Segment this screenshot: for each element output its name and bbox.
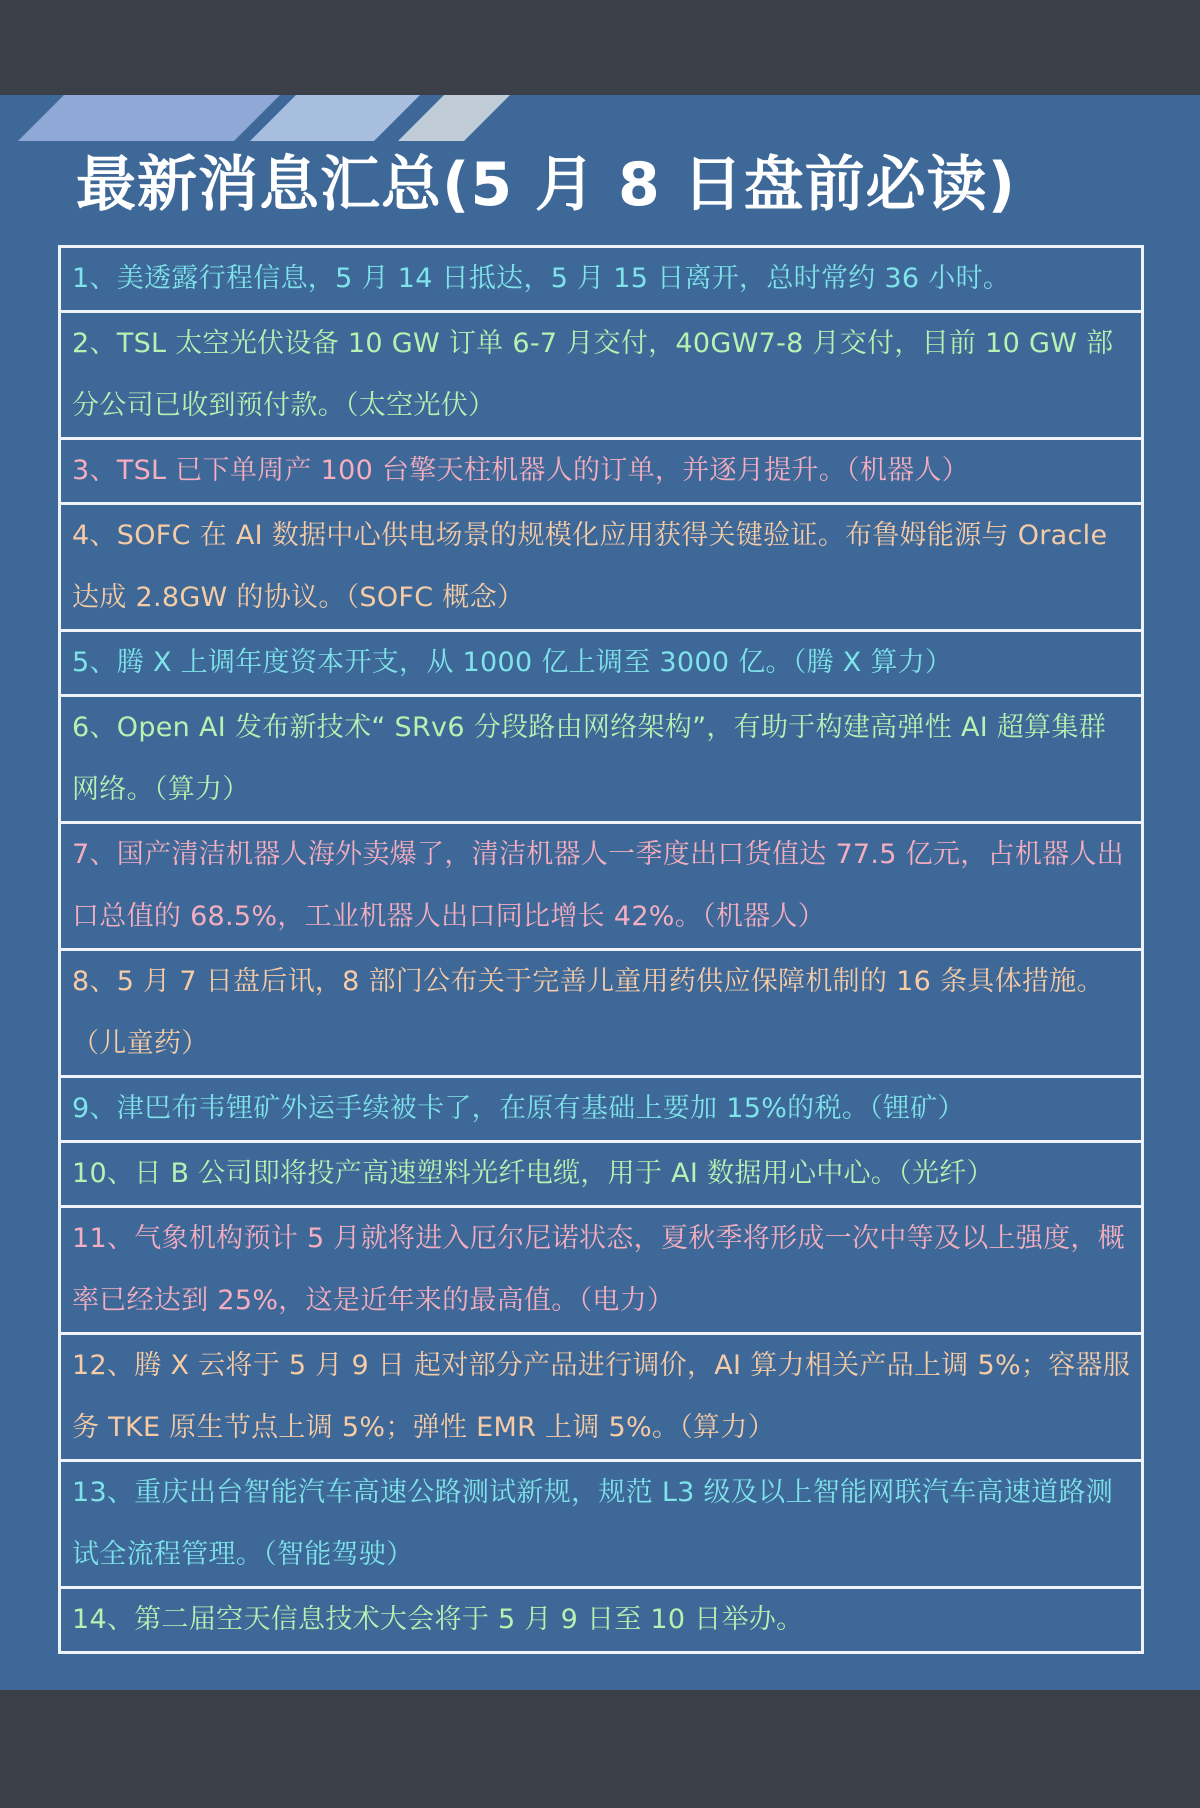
top-bar: [0, 0, 1200, 95]
news-poster: [0, 95, 1200, 1690]
news-item-12: 12、腾 X 云将于 5 月 9 日 起对部分产品进行调价，AI 算力相关产品上调 5%；容器服务 TKE 原生节点上调 5%；弹性 EMR 上调 5%。（算力）: [61, 1335, 1141, 1462]
news-item-10: 10、日 B 公司即将投产高速塑料光纤电缆，用于 AI 数据用心中心。（光纤）: [61, 1143, 1141, 1208]
news-item-13: 13、重庆出台智能汽车高速公路测试新规，规范 L3 级及以上智能网联汽车高速道路测试全流程管理。（智能驾驶）: [61, 1462, 1141, 1589]
news-list: [58, 245, 1144, 1654]
news-item-8: 8、5 月 7 日盘后讯，8 部门公布关于完善儿童用药供应保障机制的 16 条具体措施。（儿童药）: [61, 951, 1141, 1078]
news-item-14: 14、第二届空天信息技术大会将于 5 月 9 日至 10 日举办。: [72, 1604, 804, 1635]
bottom-bar: [0, 1690, 1200, 1808]
news-item-7: 7、国产清洁机器人海外卖爆了，清洁机器人一季度出口货值达 77.5 亿元，占机器人出口总值的 68.5%，工业机器人出口同比增长 42%。（机器人）: [61, 824, 1141, 951]
news-item-9: 9、津巴布韦锂矿外运手续被卡了，在原有基础上要加 15%的税。（锂矿）: [61, 1078, 1141, 1143]
news-item-4: 4、SOFC 在 AI 数据中心供电场景的规模化应用获得关键验证。布鲁姆能源与 Oracle 达成 2.8GW 的协议。（SOFC 概念）: [61, 505, 1141, 632]
news-item-6: 6、Open AI 发布新技术“ SRv6 分段路由网络架构”，有助于构建高弹性 AI 超算集群网络。（算力）: [61, 697, 1141, 824]
news-item-5: 5、腾 X 上调年度资本开支，从 1000 亿上调至 3000 亿。（腾 X 算力）: [61, 632, 1141, 697]
page-title: 最新消息汇总(5 月 8 日盘前必读): [76, 150, 1017, 220]
news-item-1: 1、美透露行程信息，5 月 14 日抵达，5 月 15 日离开，总时常约 36 小时。: [61, 248, 1141, 313]
news-item-2: 2、TSL 太空光伏设备 10 GW 订单 6-7 月交付，40GW7-8 月交付，目前 10 GW 部分公司已收到预付款。（太空光伏）: [61, 313, 1141, 440]
news-item-3: 3、TSL 已下单周产 100 台擎天柱机器人的订单，并逐月提升。（机器人）: [61, 440, 1141, 505]
news-item-11: 11、气象机构预计 5 月就将进入厄尔尼诺状态，夏秋季将形成一次中等及以上强度，概率已经达到 25%，这是近年来的最高值。（电力）: [61, 1208, 1141, 1335]
